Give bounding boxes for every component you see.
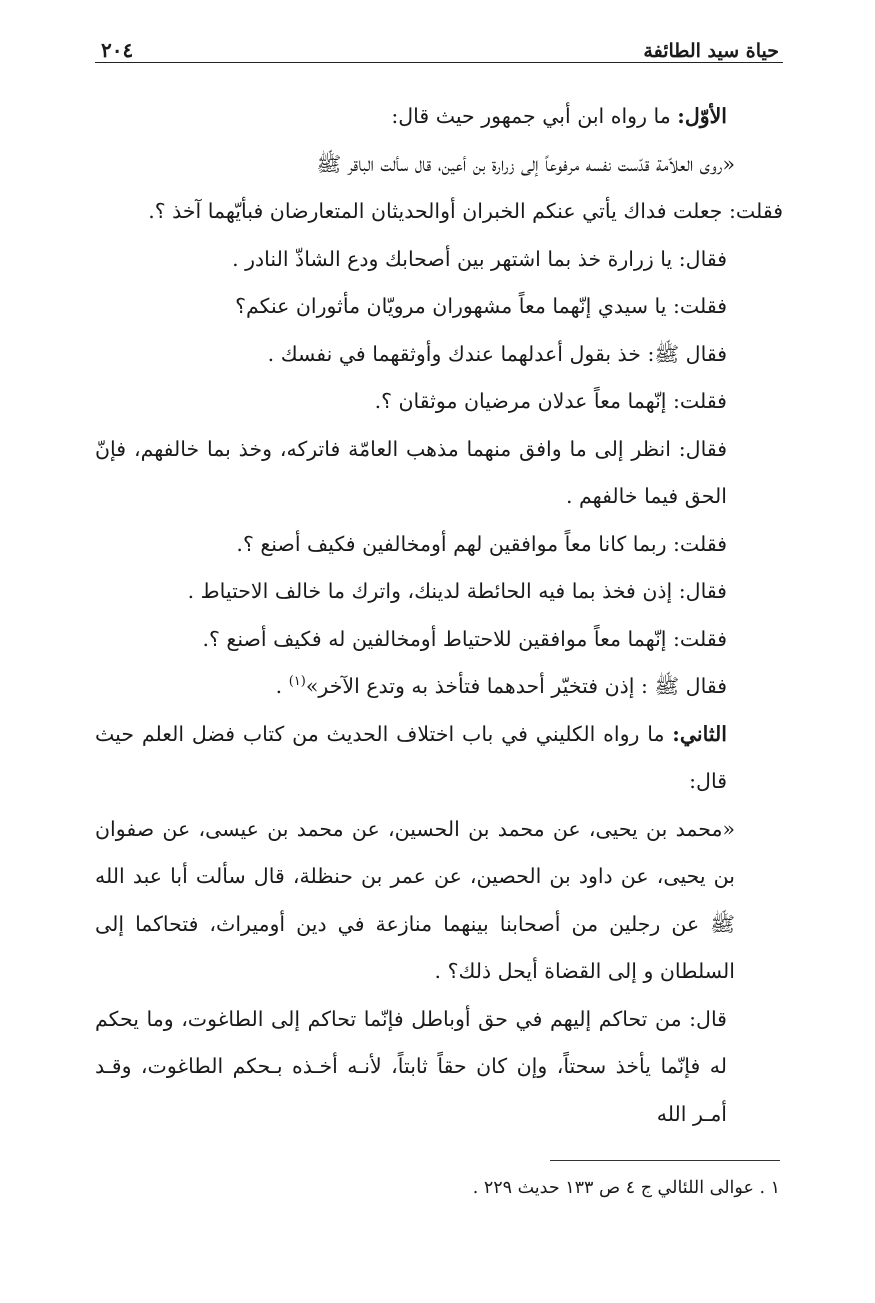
paragraph-label: الثاني: — [672, 721, 727, 746]
quote-line: فقلت: إنّهما معاً موافقين للاحتياط أومخالفين له فكيف أصنع ؟. — [202, 626, 727, 651]
body-text — [95, 93, 783, 1138]
quote-text: فقال ﷺ : إذن فتخيّر أحدهما فتأخذ به وتدع الآخر» — [305, 674, 727, 698]
quote-line: فقال ﷺ: خذ بقول أعدلهما عندك وأوثقهما في نفسك . — [267, 341, 727, 366]
running-header — [95, 28, 783, 63]
quote-line: فقلت: ربما كانا معاً موافقين لهم أومخالفين فكيف أصنع ؟. — [236, 531, 727, 556]
paragraph-answer: قال: من تحاكم إليهم في حق أوباطل فإنّما تحاكم إلى الطاغوت، وما يحكم له فإنّما يأخذ سحتاً، وإن كان حقاً ثابتاً، لأنـه أخـذه بـحكم الطاغوت، وقـد أمـر الله — [95, 1006, 727, 1126]
footnote-divider — [550, 1160, 780, 1161]
quote-line: «روى العلاّمة قدّست نفسه مرفوعاً إلى زرارة بن أعين، قال سألت الباقر ﷺ — [316, 151, 735, 176]
paragraph-text: ما رواه ابن أبي جمهور حيث قال: — [391, 104, 678, 128]
quote-end: . — [275, 674, 289, 698]
paragraph-isnad: «محمد بن يحيى، عن محمد بن الحسين، عن محمد بن عيسى، عن صفوان بن يحيى، عن داود بن الحصين، عن عمر بن حنظلة، قال سألت أبا عبد الله ﷺ عن رجلين من أصحابنا بينهما منازعة في دين أوميراث، فتحاكما إلى السلطان و إلى القضاة أيحل ذلك؟ . — [95, 816, 735, 983]
book-page — [95, 28, 783, 1138]
footnote-reference[interactable]: (١) — [288, 674, 306, 690]
quote-line — [95, 663, 783, 711]
paragraph-text: ما رواه الكليني في باب اختلاف الحديث من كتاب فضل العلم حيث قال: — [95, 721, 727, 793]
footnote: ١ . عوالى اللئالي ج ٤ ص ١٣٣ حديث ٢٢٩ . — [472, 1178, 780, 1198]
quote-line: فقلت: جعلت فداك يأتي عنكم الخبران أوالحديثان المتعارضان فبأيّهما آخذ ؟. — [148, 199, 783, 223]
quote-line: فقال: انظر إلى ما وافق منهما مذهب العامّة فاتركه، وخذ بما خالفهم، فإنّ الحق فيما خالفهم . — [95, 436, 727, 508]
paragraph-first-narration — [95, 93, 783, 141]
paragraph-second-narration — [95, 711, 783, 806]
quote-line: فقال: يا زرارة خذ بما اشتهر بين أصحابك ودع الشاذّ النادر . — [232, 246, 727, 271]
quote-line: فقلت: يا سيدي إنّهما معاً مشهوران مرويّان مأثوران عنكم؟ — [235, 294, 727, 318]
quote-line: فقلت: إنّهما معاً عدلان مرضيان موثقان ؟. — [374, 389, 727, 413]
page-number: ٢٠٤ — [101, 38, 134, 62]
running-title: حياة سيد الطائفة — [643, 40, 779, 62]
quote-line: فقال: إذن فخذ بما فيه الحائطة لدينك، واترك ما خالف الاحتياط . — [187, 579, 727, 603]
paragraph-label: الأوّل: — [677, 104, 727, 128]
